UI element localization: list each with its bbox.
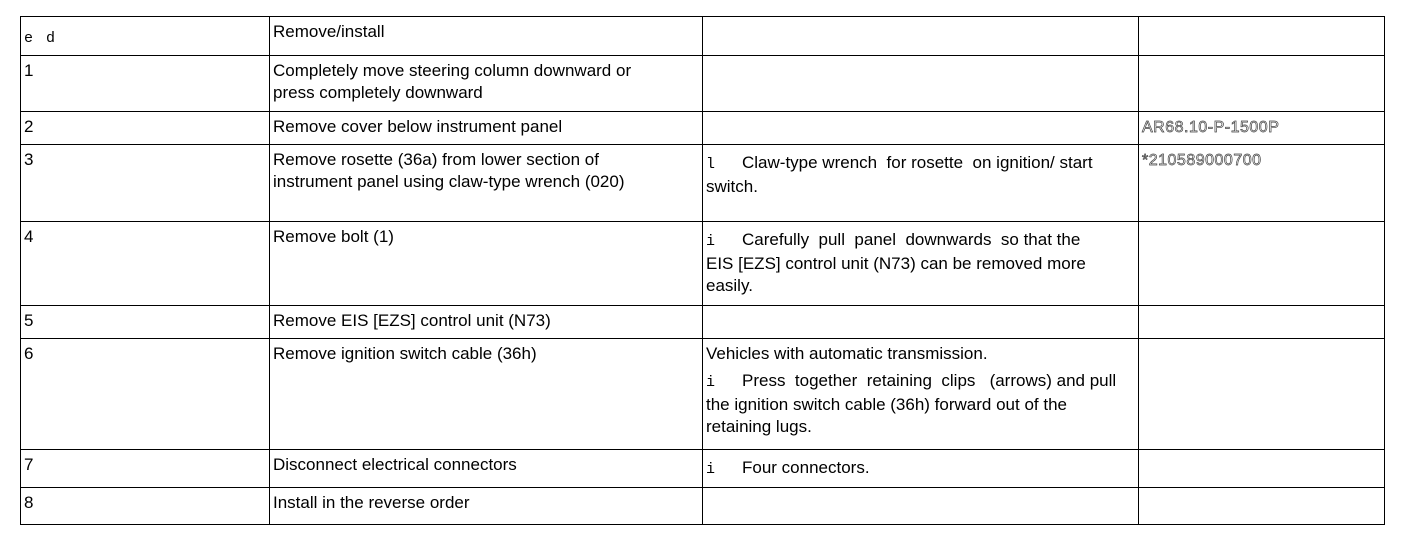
step-notes-cell — [703, 56, 1139, 112]
step-ref-cell — [1139, 488, 1385, 525]
info-marker-icon: i — [706, 461, 716, 478]
step-action: Completely move steering column downward or press completely downward — [273, 61, 632, 102]
header-code-cell — [21, 17, 270, 56]
step-number-cell — [21, 56, 270, 112]
step-action: Remove ignition switch cable (36h) — [273, 344, 537, 363]
step-action: Remove rosette (36a) from lower section of instrument panel using claw-type wrench (020) — [273, 150, 625, 191]
step-number-cell — [21, 145, 270, 222]
step-action: Remove cover below instrument panel — [273, 117, 563, 136]
procedure-table — [20, 16, 1385, 525]
step-action-cell — [270, 306, 703, 339]
step-number: 4 — [24, 227, 34, 246]
note — [706, 152, 1106, 198]
tool-part-number[interactable]: *210589000700 — [1142, 152, 1262, 169]
table-row — [21, 488, 1385, 525]
step-action-cell — [270, 112, 703, 145]
tool-marker-icon: l — [706, 156, 716, 173]
step-number: 2 — [24, 117, 34, 136]
step-notes-cell — [703, 450, 1139, 488]
step-notes-cell — [703, 488, 1139, 525]
table-row — [21, 339, 1385, 450]
step-action-cell — [270, 145, 703, 222]
step-number: 7 — [24, 455, 34, 474]
step-ref-cell — [1139, 56, 1385, 112]
note — [706, 457, 1135, 481]
note-text: Four connectors. — [742, 458, 870, 477]
note — [706, 229, 1106, 297]
table-row — [21, 145, 1385, 222]
step-action: Remove bolt (1) — [273, 227, 394, 246]
header-title-cell — [270, 17, 703, 56]
header-notes-cell — [703, 17, 1139, 56]
step-number-cell — [21, 306, 270, 339]
step-number: 6 — [24, 344, 34, 363]
header-code: e d — [24, 30, 58, 47]
step-action: Remove EIS [EZS] control unit (N73) — [273, 311, 551, 330]
table-row — [21, 56, 1385, 112]
step-notes-cell — [703, 222, 1139, 306]
step-ref-cell — [1139, 450, 1385, 488]
step-number: 5 — [24, 311, 34, 330]
header-ref-cell — [1139, 17, 1385, 56]
step-action-cell — [270, 450, 703, 488]
step-action: Install in the reverse order — [273, 493, 470, 512]
step-notes-cell — [703, 339, 1139, 450]
step-ref-cell — [1139, 145, 1385, 222]
step-number-cell — [21, 112, 270, 145]
step-notes-cell — [703, 145, 1139, 222]
header-title: Remove/install — [273, 22, 385, 41]
note — [706, 370, 1126, 438]
step-ref-cell — [1139, 112, 1385, 145]
info-marker-icon: i — [706, 233, 716, 250]
step-number-cell — [21, 450, 270, 488]
step-notes-cell — [703, 112, 1139, 145]
note-text: Claw-type wrench for rosette on ignition/ start switch. — [706, 153, 1098, 196]
table-row — [21, 306, 1385, 339]
step-action-cell — [270, 339, 703, 450]
step-action-cell — [270, 222, 703, 306]
step-ref-cell — [1139, 222, 1385, 306]
table-header-row — [21, 17, 1385, 56]
table-row — [21, 222, 1385, 306]
table-row — [21, 112, 1385, 145]
step-notes-cell — [703, 306, 1139, 339]
step-number-cell — [21, 488, 270, 525]
step-number: 3 — [24, 150, 34, 169]
step-number: 8 — [24, 493, 34, 512]
step-action-cell — [270, 56, 703, 112]
step-ref-cell — [1139, 339, 1385, 450]
step-number-cell — [21, 222, 270, 306]
step-action: Disconnect electrical connectors — [273, 455, 517, 474]
note-text: Press together retaining clips (arrows) and pull the ignition switch cable (36h) forward out of the retaining lugs. — [706, 371, 1121, 436]
step-number: 1 — [24, 61, 34, 80]
note-condition: Vehicles with automatic transmission. — [706, 344, 988, 363]
table-row — [21, 450, 1385, 488]
note-text: Carefully pull panel downwards so that the EIS [EZS] control unit (N73) can be removed more easily. — [706, 230, 1091, 295]
step-number-cell — [21, 339, 270, 450]
info-marker-icon: i — [706, 374, 716, 391]
step-ref-cell — [1139, 306, 1385, 339]
step-action-cell — [270, 488, 703, 525]
reference-link[interactable]: AR68.10-P-1500P — [1142, 119, 1280, 136]
